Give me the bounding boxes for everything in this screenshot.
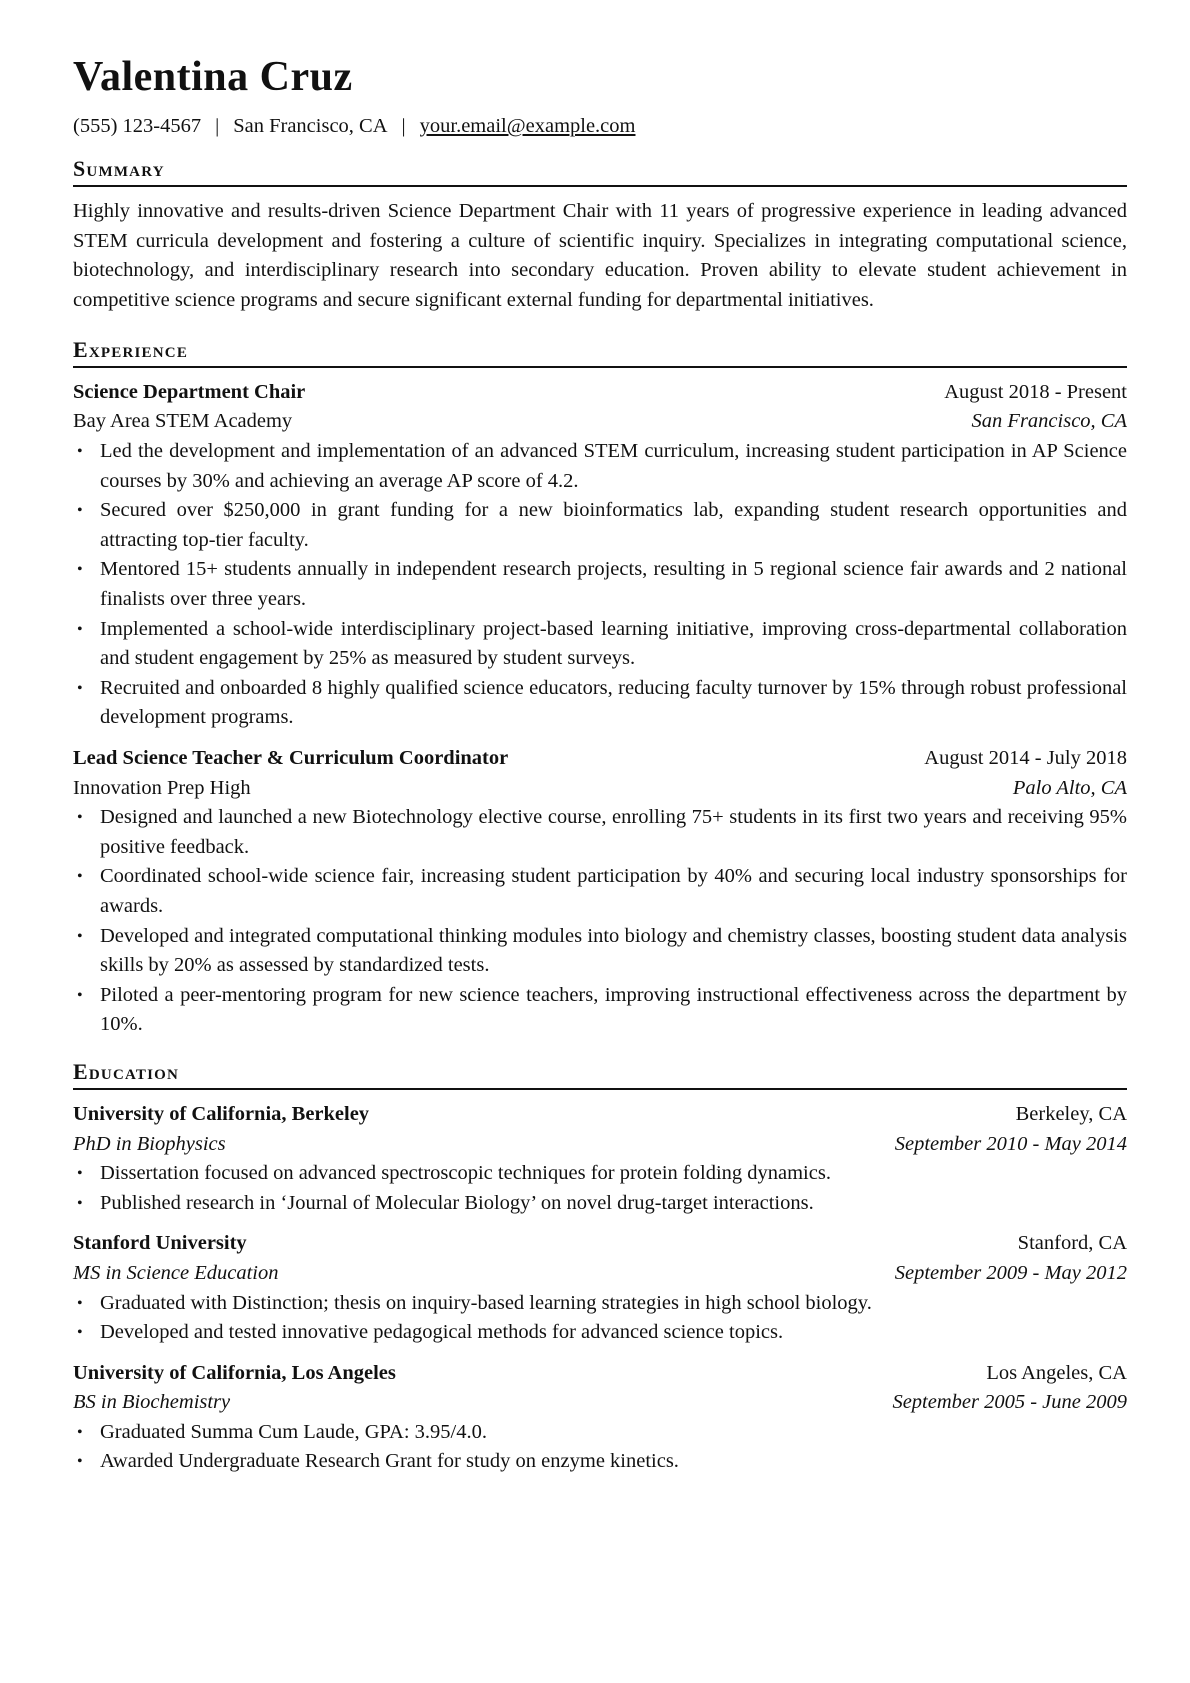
experience-entry [73,378,1127,733]
degree: BS in Biochemistry [73,1391,231,1414]
education-bullets [73,1159,1127,1218]
job-dates: August 2014 - July 2018 [924,747,1127,769]
candidate-name: Valentina Cruz [73,54,353,100]
contact-separator: | [215,115,220,137]
bullet-icon: • [77,927,83,945]
job-header [73,378,1127,408]
bullet-item: • Piloted a peer-mentoring program for new science teachers, improving instructional effectiveness across the department by 10%. [73,981,1127,1040]
bullet-icon: • [77,620,83,638]
school-location: Stanford, CA [1017,1232,1127,1255]
bullet-icon: • [77,1165,83,1183]
contact-separator: | [401,115,406,137]
bullet-item: • Implemented a school-wide interdisciplinary project-based learning initiative, improving cross-departmental collaboration and student engagement by 25% as measured by student surveys. [73,615,1127,674]
degree-dates: September 2010 - May 2014 [894,1132,1127,1155]
bullet-icon: • [77,443,83,461]
experience-entry [73,744,1127,1040]
bullet-icon: • [77,809,83,827]
education-entry [73,1100,1127,1218]
job-location: Palo Alto, CA [1012,776,1127,799]
job-dates: August 2018 - Present [944,380,1127,403]
degree-line [73,1388,1127,1418]
degree: MS in Science Education [73,1261,279,1284]
job-location: San Francisco, CA [971,410,1127,433]
school-header [73,1229,1127,1259]
job-role: Lead Science Teacher & Curriculum Coordinator [73,747,509,769]
section-title-experience: Experience [73,336,1127,368]
bullet-item: • Developed and tested innovative pedagogical methods for advanced science topics. [73,1318,1127,1348]
bullet-item: • Graduated Summa Cum Laude, GPA: 3.95/4.0. [73,1418,1127,1448]
bullet-item: • Developed and integrated computational thinking modules into biology and chemistry classes, boosting student data analysis skills by 20% as assessed by standardized tests. [73,922,1127,981]
bullet-item: • Awarded Undergraduate Research Grant for study on enzyme kinetics. [73,1447,1127,1477]
email-link[interactable]: your.email@example.com [419,115,636,137]
education-entry [73,1359,1127,1477]
section-title-education: Education [73,1058,1127,1090]
degree-line [73,1259,1127,1289]
school-header [73,1359,1127,1389]
job-bullets [73,437,1127,733]
bullet-icon: • [77,986,83,1004]
bullet-item: • Dissertation focused on advanced spectroscopic techniques for protein folding dynamics. [73,1159,1127,1189]
bullet-icon: • [77,1194,83,1212]
contact-line [73,112,1127,140]
section-title-summary: Summary [73,155,1127,187]
bullet-icon: • [77,679,83,697]
summary-text: Highly innovative and results-driven Science Department Chair with 11 years of progressive experience in leading advanced STEM curricula development and fostering a culture of scientific inquiry. Specializes in integrating computational science, biotechnology, and interdisciplinary research into secondary education. Proven ability to elevate student achievement in competitive science programs and secure significant external funding for departmental initiatives. [73,200,1127,311]
location: San Francisco, CA [233,115,388,137]
job-role: Science Department Chair [73,380,306,403]
bullet-item: • Mentored 15+ students annually in independent research projects, resulting in 5 regional science fair awards and 2 national finalists over three years. [73,555,1127,614]
job-header [73,744,1127,774]
school-name: University of California, Berkeley [73,1102,370,1125]
school-location: Los Angeles, CA [986,1361,1127,1384]
degree: PhD in Biophysics [73,1132,226,1155]
resume-page [73,52,1127,1477]
school-name: Stanford University [73,1232,247,1255]
bullet-item: • Secured over $250,000 in grant funding for a new bioinformatics lab, expanding student research opportunities and attracting top-tier faculty. [73,496,1127,555]
school-name: University of California, Los Angeles [73,1361,396,1384]
bullet-item: • Recruited and onboarded 8 highly qualified science educators, reducing faculty turnover by 15% through robust professional development programs. [73,674,1127,733]
bullet-icon: • [77,1423,83,1441]
degree-dates: September 2009 - May 2012 [894,1261,1127,1284]
school-header [73,1100,1127,1130]
bullet-icon: • [77,1324,83,1342]
job-subheader [73,407,1127,437]
job-organization: Bay Area STEM Academy [73,410,293,433]
education-entry [73,1229,1127,1347]
phone-number: (555) 123-4567 [73,115,202,137]
job-bullets [73,803,1127,1040]
degree-dates: September 2005 - June 2009 [892,1391,1127,1414]
school-location: Berkeley, CA [1015,1102,1127,1125]
job-organization: Innovation Prep High [73,776,251,799]
bullet-icon: • [77,1453,83,1471]
bullet-item: • Coordinated school-wide science fair, increasing student participation by 40% and securing local industry sponsorships for awards. [73,862,1127,921]
bullet-icon: • [77,868,83,886]
bullet-icon: • [77,1294,83,1312]
bullet-icon: • [77,502,83,520]
education-bullets [73,1418,1127,1477]
bullet-item: • Led the development and implementation of an advanced STEM curriculum, increasing student participation in AP Science courses by 30% and achieving an average AP score of 4.2. [73,437,1127,496]
bullet-item: • Graduated with Distinction; thesis on inquiry-based learning strategies in high school biology. [73,1289,1127,1319]
education-bullets [73,1289,1127,1348]
bullet-item: • Designed and launched a new Biotechnology elective course, enrolling 75+ students in its first two years and receiving 95% positive feedback. [73,803,1127,862]
degree-line [73,1130,1127,1160]
job-subheader [73,774,1127,804]
bullet-item: • Published research in ‘Journal of Molecular Biology’ on novel drug-target interactions. [73,1189,1127,1219]
bullet-icon: • [77,561,83,579]
